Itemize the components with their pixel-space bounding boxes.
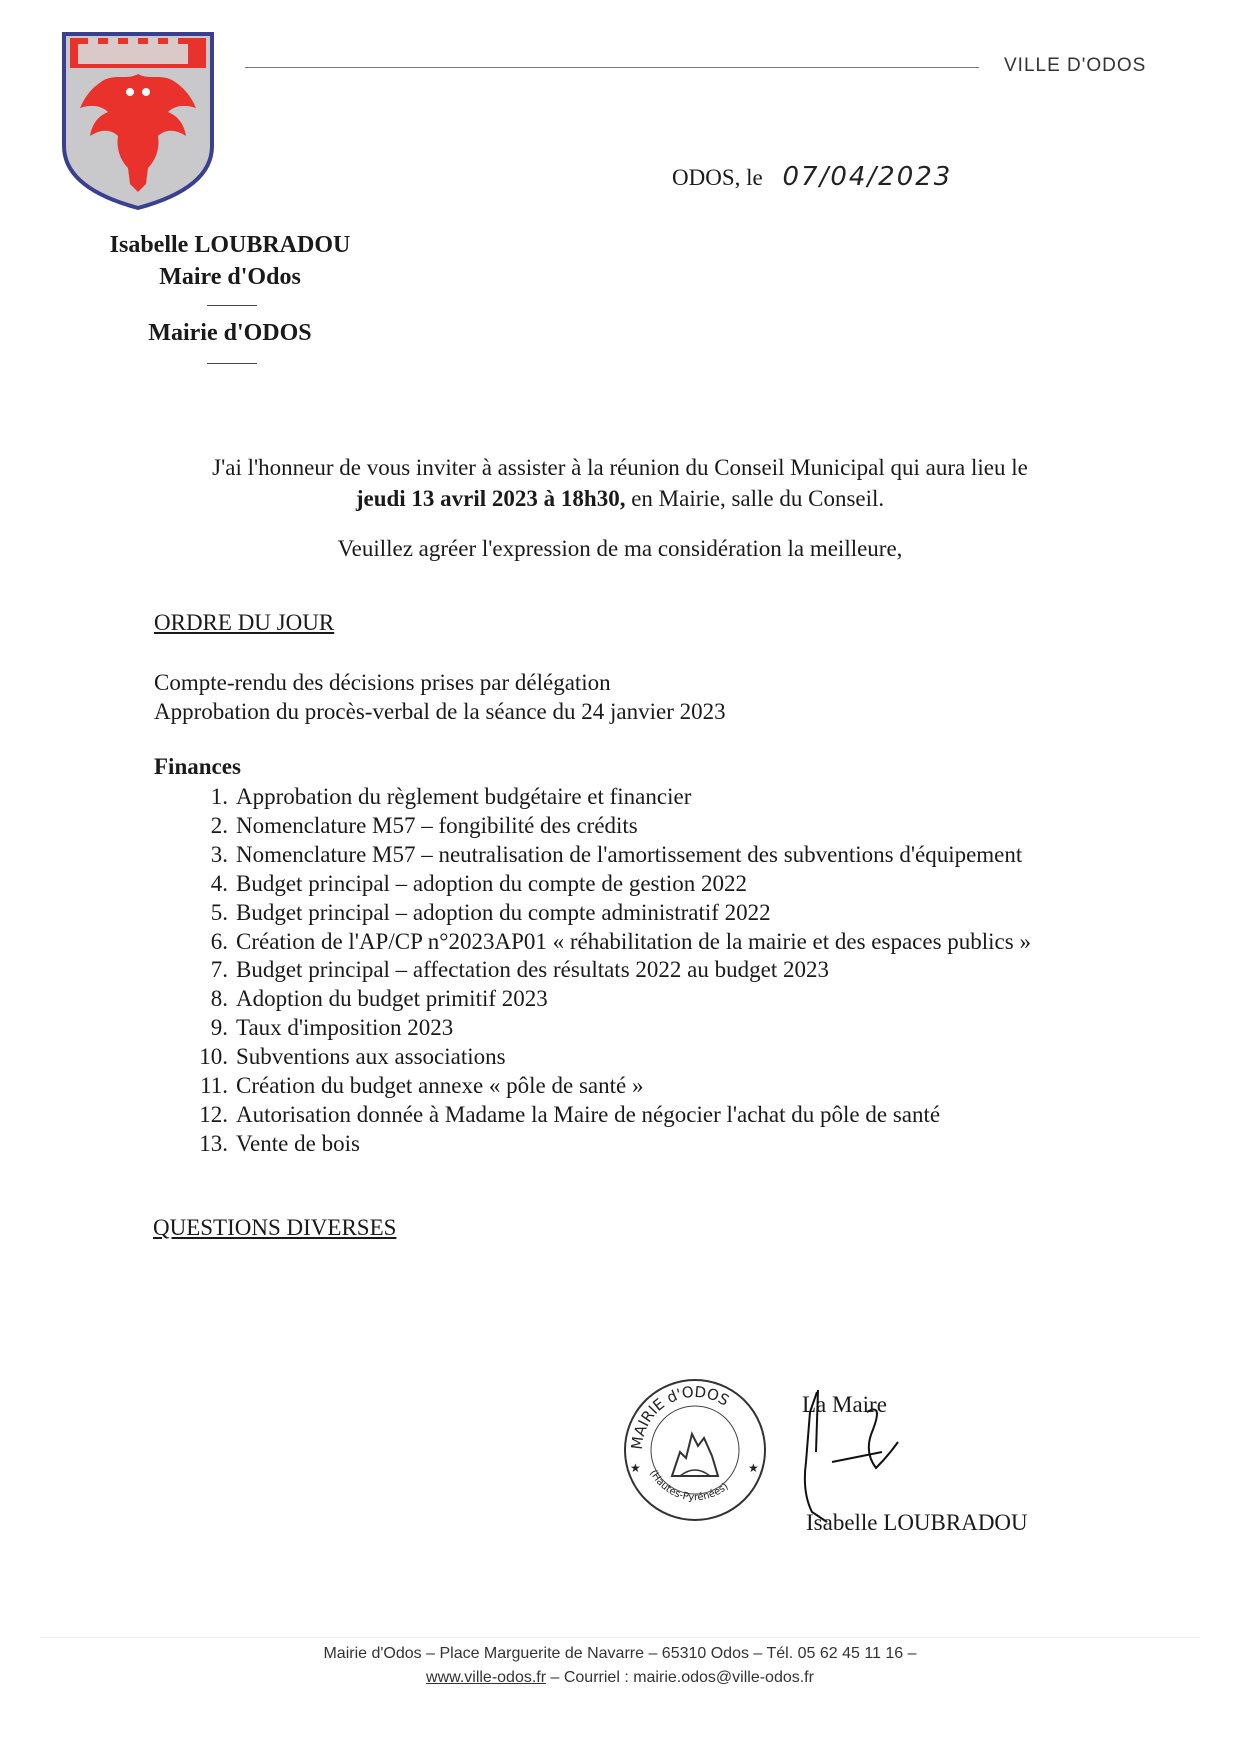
agenda-item-number: 13. <box>199 1130 228 1156</box>
agenda-item-text: Création de l'AP/CP n°2023AP01 « réhabilitation de la mairie et des espaces publics » <box>236 928 1031 954</box>
footer-address <box>180 1642 1060 1690</box>
agenda-item <box>154 985 1031 1014</box>
separator-rule <box>207 305 257 306</box>
seal-top-text: MAIRIE d'ODOS <box>627 1382 733 1451</box>
coat-of-arms-logo <box>58 28 218 212</box>
header-rule <box>245 67 979 68</box>
agenda-item-text: Budget principal – adoption du compte de gestion 2022 <box>236 870 748 896</box>
footer-email: – Courriel : mairie.odos@ville-odos.fr <box>546 1669 814 1686</box>
footer-rule <box>40 1637 1200 1638</box>
agenda-item-number: 7. <box>210 957 228 983</box>
meeting-location: en Mairie, salle du Conseil. <box>625 486 885 511</box>
agenda-item-number: 3. <box>210 841 228 867</box>
agenda-item-number: 2. <box>210 812 228 838</box>
agenda-item <box>154 783 1031 812</box>
agenda-item <box>154 1014 1031 1043</box>
svg-text:★: ★ <box>748 1461 759 1475</box>
invitation-line-1: J'ai l'honneur de vous inviter à assister à la réunion du Conseil Municipal qui aura lieu le <box>212 455 1028 480</box>
footer-line-2 <box>180 1666 1060 1690</box>
official-seal-stamp <box>620 1372 770 1528</box>
agenda-item-text: Nomenclature M57 – fongibilité des crédits <box>236 812 638 838</box>
agenda-item <box>154 870 1031 899</box>
agenda-item-number: 6. <box>210 928 228 954</box>
footer-line-1: Mairie d'Odos – Place Marguerite de Navarre – 65310 Odos – Tél. 05 62 45 11 16 – <box>323 1645 917 1662</box>
agenda-item <box>154 1101 1031 1130</box>
agenda-item-number: 1. <box>210 784 228 809</box>
sender-organization: Mairie d'ODOS <box>148 320 312 346</box>
agenda-item <box>154 899 1031 928</box>
agenda-item-text: Taux d'imposition 2023 <box>236 1015 454 1041</box>
agenda-item <box>154 1130 1031 1159</box>
agenda-item-number: 11. <box>200 1073 228 1099</box>
agenda-item-text: Autorisation donnée à Madame la Maire de négocier l'achat du pôle de santé <box>236 1101 941 1127</box>
svg-text:★: ★ <box>630 1461 641 1475</box>
agenda-heading: ORDRE DU JOUR <box>154 610 335 635</box>
preliminary-item: Compte-rendu des décisions prises par délégation <box>154 670 611 695</box>
date-line <box>672 162 952 192</box>
preliminary-items <box>154 668 726 726</box>
agenda-item-text: Budget principal – affectation des résultats 2022 au budget 2023 <box>236 957 829 983</box>
website-link[interactable]: www.ville-odos.fr <box>426 1669 547 1686</box>
date-prefix: ODOS, le <box>672 165 763 190</box>
handwritten-date: 07/04/2023 <box>782 162 953 192</box>
agenda-item-text: Approbation du règlement budgétaire et financier <box>236 784 692 809</box>
agenda-item-number: 5. <box>210 899 228 925</box>
city-label: VILLE D'ODOS <box>1004 55 1147 76</box>
meeting-datetime: jeudi 13 avril 2023 à 18h30, <box>355 486 626 511</box>
agenda-item-number: 8. <box>210 986 228 1012</box>
closing-formula: Veuillez agréer l'expression de ma considération la meilleure, <box>337 536 903 561</box>
sender-title: Maire d'Odos <box>159 264 301 290</box>
signer-name: Isabelle LOUBRADOU <box>806 1510 1028 1535</box>
invitation-paragraph <box>150 452 1090 514</box>
agenda-item-number: 10. <box>199 1044 228 1070</box>
agenda-item <box>154 928 1031 957</box>
agenda-item-text: Subventions aux associations <box>236 1044 506 1070</box>
sender-name: Isabelle LOUBRADOU <box>109 232 351 258</box>
agenda-item-number: 4. <box>210 870 228 896</box>
svg-text:MAIRIE d'ODOS <box>628 1383 732 1451</box>
invitation-line-2 <box>150 483 1090 514</box>
agenda-item <box>154 1043 1031 1072</box>
agenda-item <box>154 1072 1031 1101</box>
signer-title: La Maire <box>802 1392 887 1417</box>
preliminary-item: Approbation du procès-verbal de la séance du 24 janvier 2023 <box>154 699 726 724</box>
section-title-finances: Finances <box>154 754 241 779</box>
agenda-item-text: Budget principal – adoption du compte administratif 2022 <box>236 899 771 925</box>
questions-heading: QUESTIONS DIVERSES <box>153 1215 397 1240</box>
separator-rule <box>207 363 257 364</box>
agenda-item <box>154 812 1031 841</box>
agenda-item-text: Nomenclature M57 – neutralisation de l'amortissement des subventions d'équipement <box>236 841 1023 867</box>
agenda-item-text: Adoption du budget primitif 2023 <box>236 986 548 1012</box>
agenda-item <box>154 956 1031 985</box>
agenda-list <box>154 783 1031 1159</box>
agenda-item-number: 12. <box>199 1101 228 1127</box>
agenda-item-text: Vente de bois <box>236 1130 360 1156</box>
agenda-item <box>154 841 1031 870</box>
seal-bottom-text: (Hautes-Pyrénées) <box>647 1468 731 1504</box>
agenda-item-number: 9. <box>210 1015 228 1041</box>
agenda-item-text: Création du budget annexe « pôle de santé » <box>236 1073 644 1099</box>
